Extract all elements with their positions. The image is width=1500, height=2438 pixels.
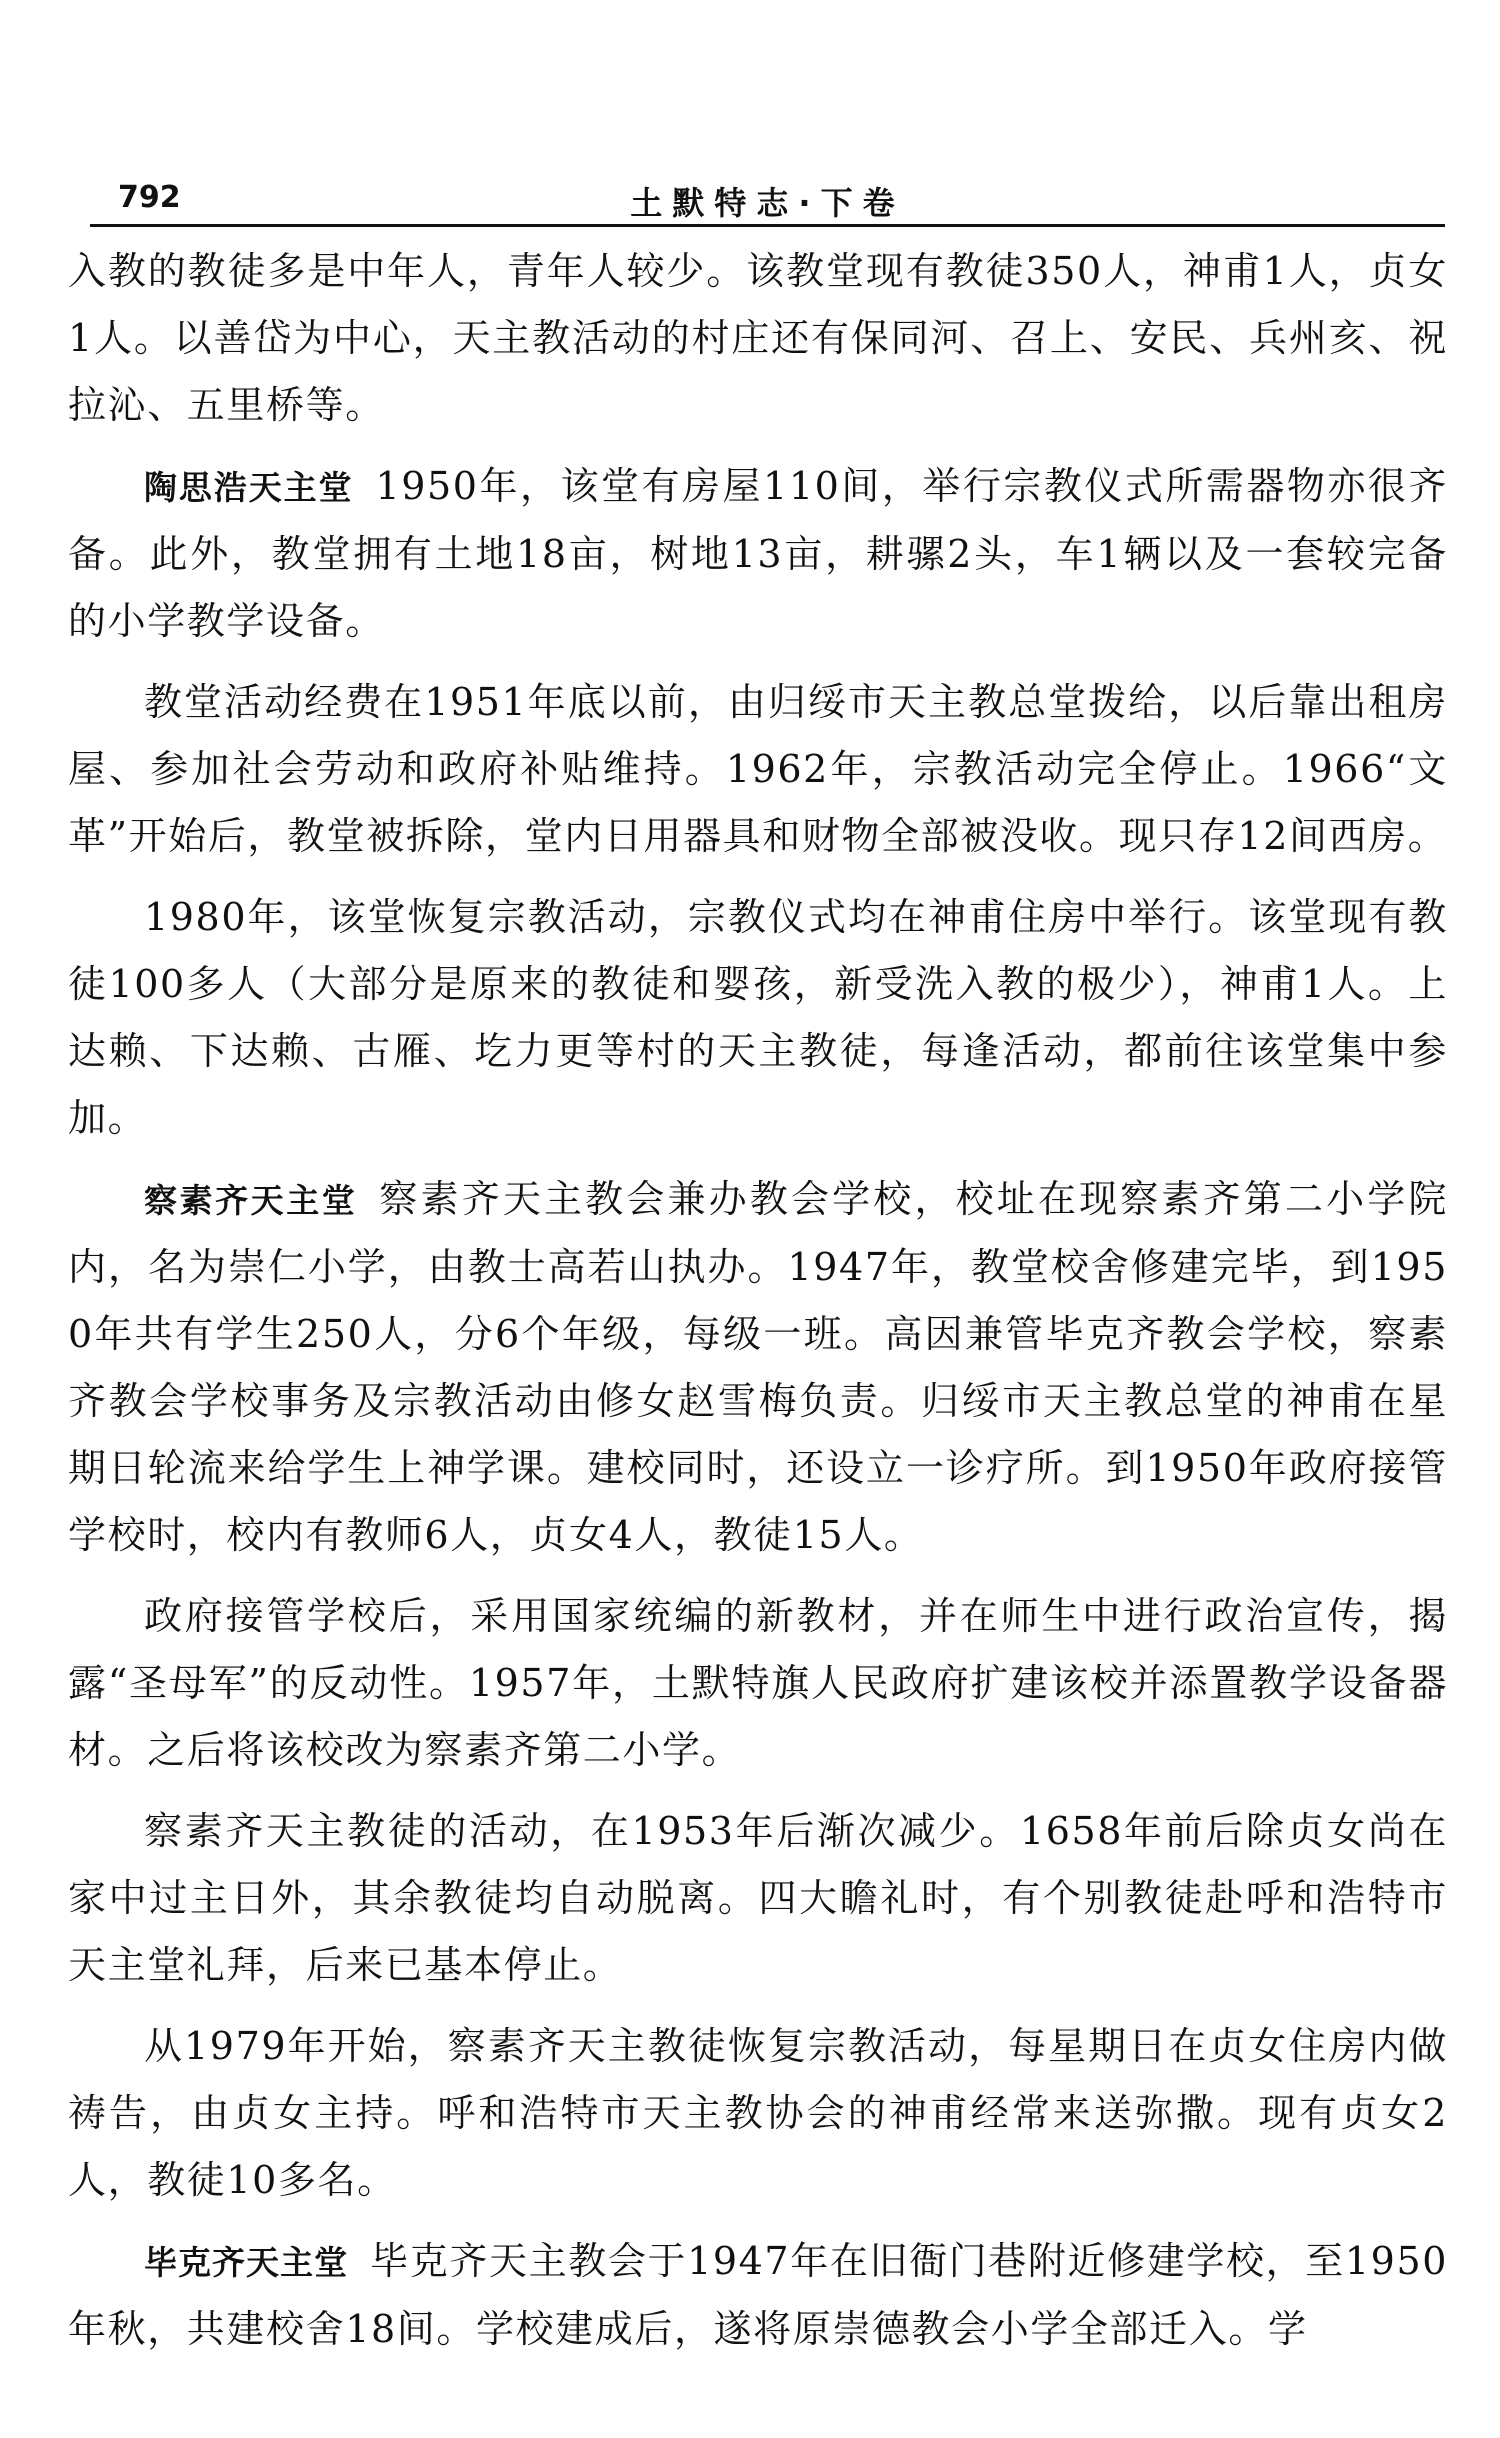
section-heading: 毕克齐天主堂	[144, 2243, 349, 2282]
section-paragraph	[68, 1166, 1448, 1569]
paragraph-text: 教堂活动经费在1951年底以前，由归绥市天主教总堂拨给，以后靠出租房屋、参加社会劳动和政府补贴维持。1962年，宗教活动完全停止。1966“文革”开始后，教堂被拆除，堂内日用器具和财物全部被没收。现只存12间西房。	[68, 680, 1448, 858]
paragraph	[68, 2013, 1448, 2214]
paragraph-text: 政府接管学校后，采用国家统编的新教材，并在师生中进行政治宣传，揭露“圣母军”的反动性。1957年，土默特旗人民政府扩建该校并添置教学设备器材。之后将该校改为察素齐第二小学。	[68, 1594, 1448, 1772]
body-text	[68, 238, 1448, 2377]
paragraph	[68, 669, 1448, 870]
paragraph-text: 1980年，该堂恢复宗教活动，宗教仪式均在神甫住房中举行。该堂现有教徒100多人（大部分是原来的教徒和婴孩，新受洗入教的极少），神甫1人。上达赖、下达赖、古雁、圪力更等村的天主教徒，每逢活动，都前往该堂集中参加。	[68, 895, 1448, 1140]
paragraph-continued	[68, 238, 1448, 439]
paragraph-text: 毕克齐天主教会于1947年在旧衙门巷附近修建学校，至1950年秋，共建校舍18间。学校建成后，遂将原崇德教会小学全部迁入。学	[68, 2239, 1448, 2351]
running-title: 土默特志·下卷	[630, 184, 905, 222]
paragraph-text: 察素齐天主教会兼办教会学校，校址在现察素齐第二小学院内，名为崇仁小学，由教士高若山执办。1947年，教堂校舍修建完毕，到1950年共有学生250人，分6个年级，每级一班。高因兼管毕克齐教会学校，察素齐教会学校事务及宗教活动由修女赵雪梅负责。归绥市天主教总堂的神甫在星期日轮流来给学生上神学课。建校同时，还设立一诊疗所。到1950年政府接管学校时，校内有教师6人，贞女4人，教徒15人。	[68, 1177, 1449, 1557]
page-number: 792	[118, 180, 181, 215]
paragraph-text: 察素齐天主教徒的活动，在1953年后渐次减少。1658年前后除贞女尚在家中过主日外，其余教徒均自动脱离。四大瞻礼时，有个别教徒赴呼和浩特市天主堂礼拜，后来已基本停止。	[68, 1809, 1448, 1987]
section-heading: 察素齐天主堂	[144, 1181, 358, 1220]
paragraph-text: 1950年，该堂有房屋110间，举行宗教仪式所需器物亦很齐备。此外，教堂拥有土地18亩，树地13亩，耕骡2头，车1辆以及一套较完备的小学教学设备。	[68, 464, 1449, 643]
page-header	[90, 176, 1445, 227]
section-paragraph	[68, 2228, 1448, 2363]
section-heading: 陶思浩天主堂	[144, 468, 354, 507]
paragraph-text: 从1979年开始，察素齐天主教徒恢复宗教活动，每星期日在贞女住房内做祷告，由贞女主持。呼和浩特市天主教协会的神甫经常来送弥撒。现有贞女2人，教徒10多名。	[68, 2024, 1448, 2202]
section-paragraph	[68, 453, 1448, 655]
paragraph-text: 入教的教徒多是中年人，青年人较少。该教堂现有教徒350人，神甫1人，贞女1人。以善岱为中心，天主教活动的村庄还有保同河、召上、安民、兵州亥、祝拉沁、五里桥等。	[68, 249, 1448, 427]
paragraph	[68, 1583, 1448, 1784]
paragraph	[68, 1798, 1448, 1999]
paragraph	[68, 884, 1448, 1152]
